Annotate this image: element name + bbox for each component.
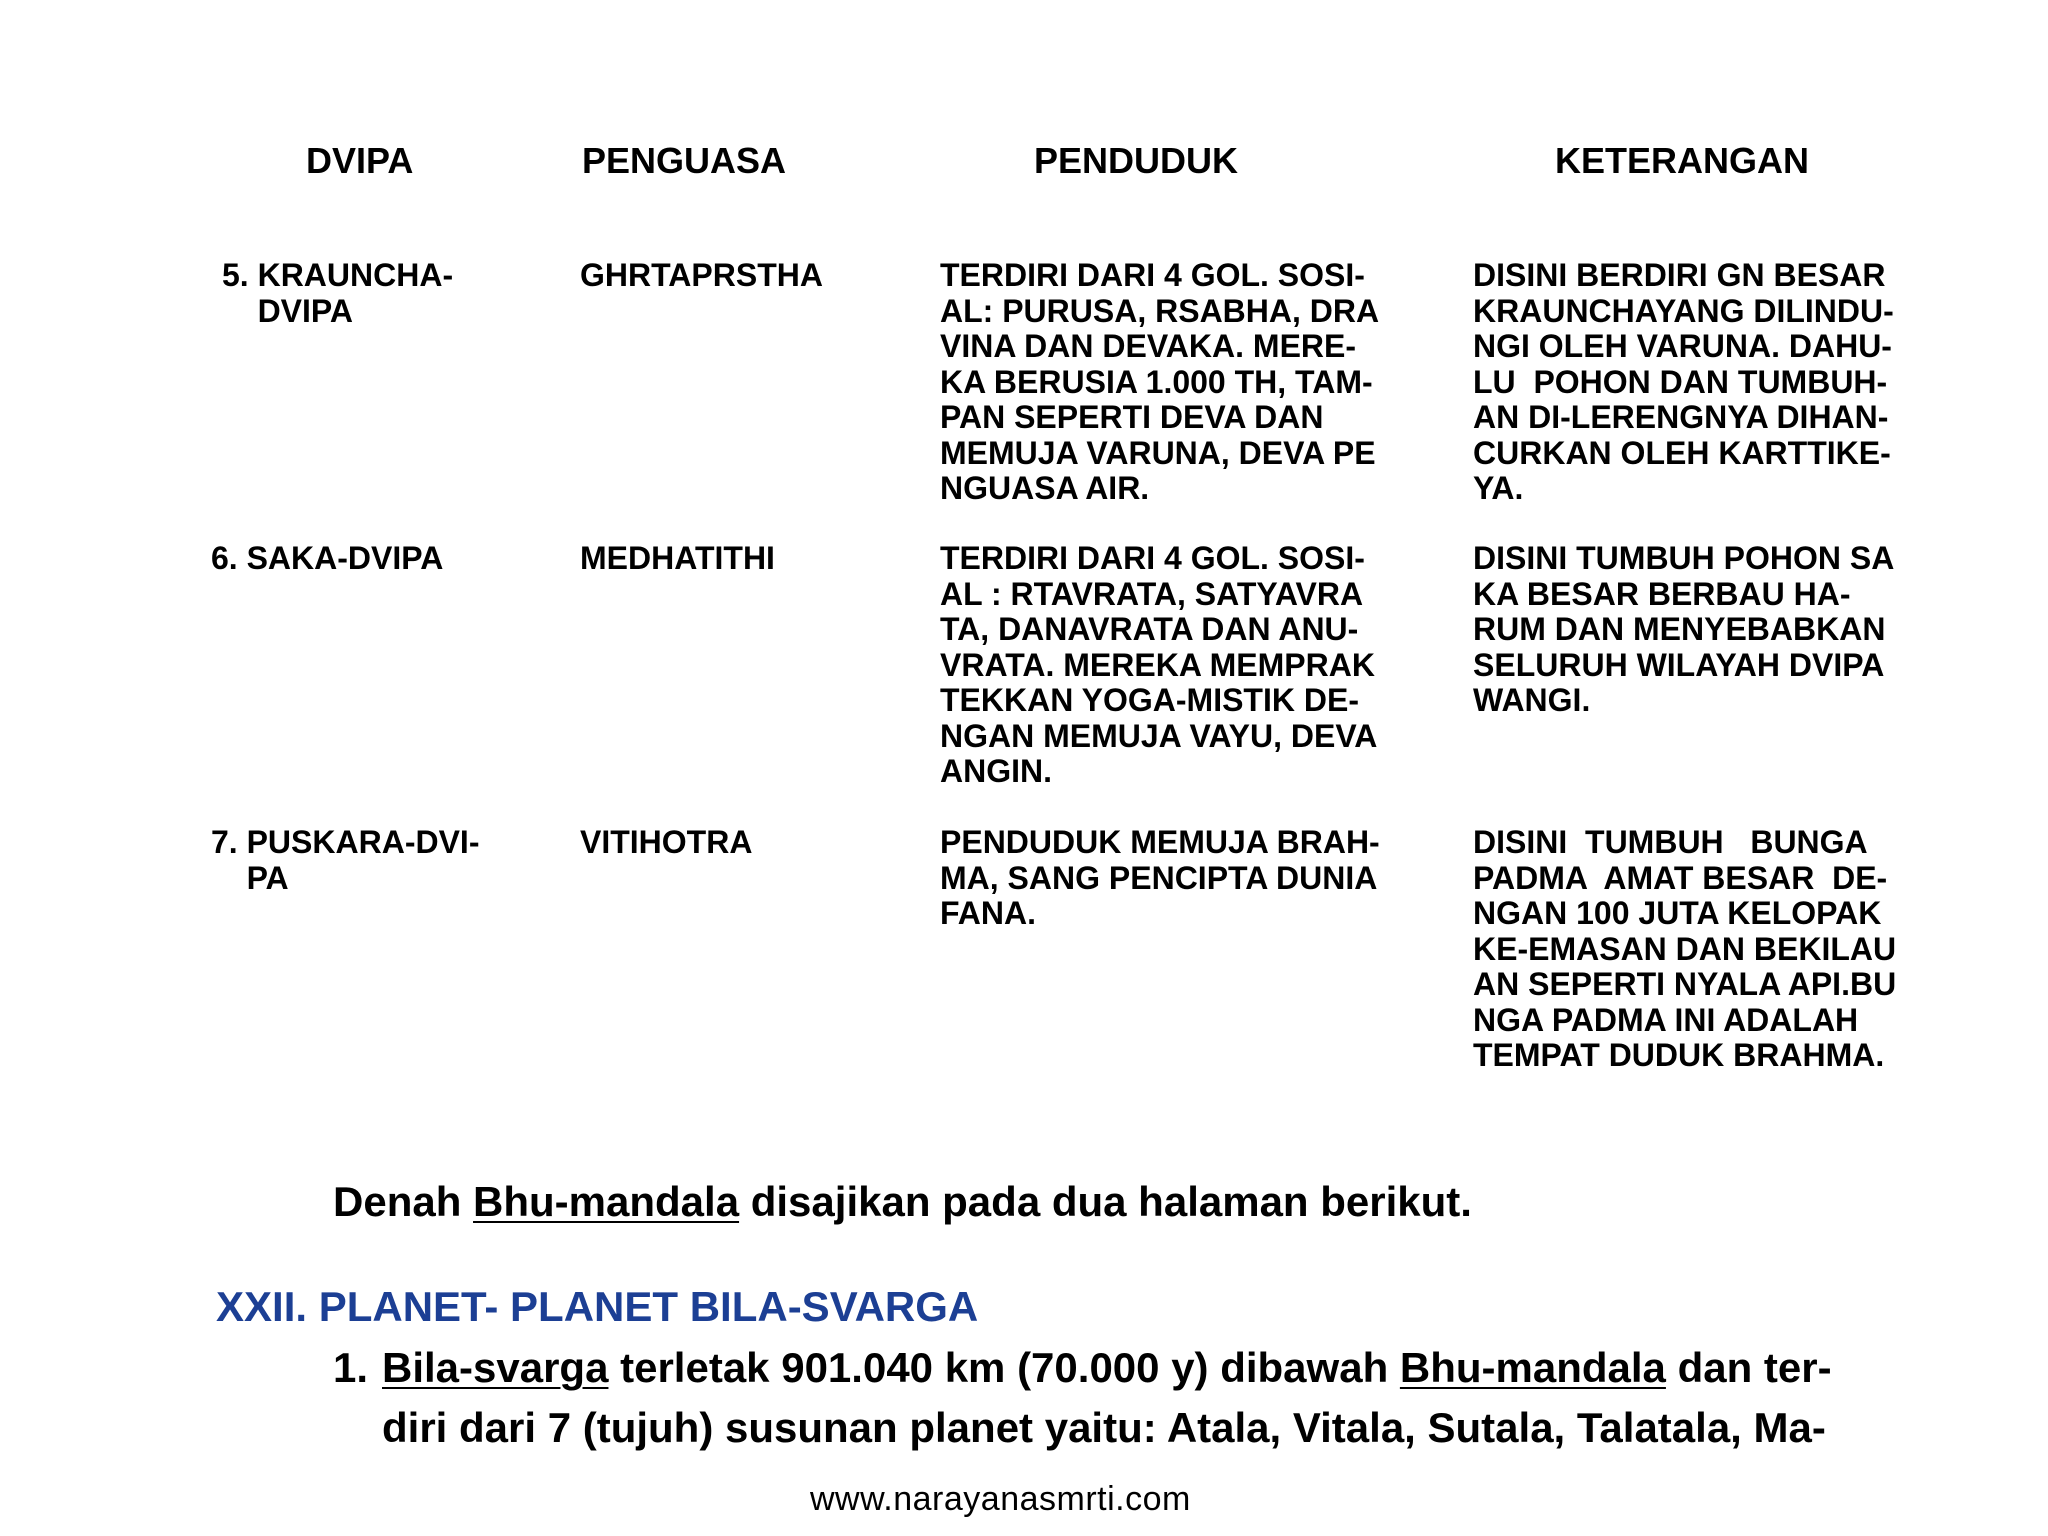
column-header-dvipa: DVIPA: [306, 140, 414, 181]
note-text-before: Denah: [333, 1178, 474, 1225]
column-header-penguasa: PENGUASA: [582, 140, 787, 181]
section-heading: XXII. PLANET- PLANET BILA-SVARGA: [216, 1283, 979, 1330]
item-line-1: [382, 1344, 1832, 1392]
item-link-bila-svarga: Bila-svarga: [382, 1344, 609, 1391]
table-cell-keterangan: DISINI TUMBUH POHON SA KA BESAR BERBAU HA- RUM DAN MENYEBABKAN SELURUH WILAYAH DVIPA WANGI.: [1473, 540, 1895, 718]
table-cell-dvipa: 5. KRAUNCHA- DVIPA: [222, 257, 454, 329]
table-cell-keterangan: DISINI TUMBUH BUNGA PADMA AMAT BESAR DE- NGAN 100 JUTA KELOPAK KE-EMASAN DAN BEKILAU AN SEPERTI NYALA API.BU NGA PADMA INI ADALAH TEMPAT DUDUK BRAHMA.: [1473, 824, 1897, 1073]
item-line-2: diri dari 7 (tujuh) susunan planet yaitu: Atala, Vitala, Sutala, Talatala, Ma-: [382, 1404, 1826, 1451]
footer-url: www.narayanasmrti.com: [810, 1480, 1191, 1518]
table-cell-penguasa: MEDHATITHI: [580, 540, 775, 576]
column-header-keterangan: KETERANGAN: [1555, 140, 1810, 181]
column-header-penduduk: PENDUDUK: [1034, 140, 1239, 181]
table-cell-keterangan: DISINI BERDIRI GN BESAR KRAUNCHAYANG DILINDU- NGI OLEH VARUNA. DAHU- LU POHON DAN TUMBUH- AN DI-LERENGNYA DIHAN- CURKAN OLEH KARTTIKE- YA.: [1473, 257, 1894, 506]
table-cell-penduduk: TERDIRI DARI 4 GOL. SOSI- AL: PURUSA, RSABHA, DRA VINA DAN DEVAKA. MERE- KA BERUSIA 1.000 TH, TAM- PAN SEPERTI DEVA DAN MEMUJA VARUNA, DEVA PE NGUASA AIR.: [940, 257, 1380, 506]
item-text-end: dan ter-: [1665, 1344, 1832, 1391]
note-paragraph: [333, 1178, 1472, 1226]
table-cell-penduduk: TERDIRI DARI 4 GOL. SOSI- AL : RTAVRATA, SATYAVRA TA, DANAVRATA DAN ANU- VRATA. MEREKA MEMPRAK TEKKAN YOGA-MISTIK DE- NGAN MEMUJA VAYU, DEVA ANGIN.: [940, 540, 1378, 789]
note-text-after: disajikan pada dua halaman berikut.: [739, 1178, 1472, 1225]
item-link-bhu-mandala: Bhu-mandala: [1399, 1344, 1666, 1391]
note-link-bhu-mandala: Bhu-mandala: [473, 1178, 740, 1225]
table-cell-penguasa: VITIHOTRA: [580, 824, 753, 860]
table-cell-dvipa: 7. PUSKARA-DVI- PA: [211, 824, 480, 896]
table-cell-penguasa: GHRTAPRSTHA: [580, 257, 823, 293]
item-text-mid: terletak 901.040 km (70.000 y) dibawah: [608, 1344, 1400, 1391]
table-cell-penduduk: PENDUDUK MEMUJA BRAH- MA, SANG PENCIPTA DUNIA FANA.: [940, 824, 1380, 931]
table-cell-dvipa: 6. SAKA-DVIPA: [211, 540, 444, 576]
item-number: 1.: [333, 1344, 369, 1391]
